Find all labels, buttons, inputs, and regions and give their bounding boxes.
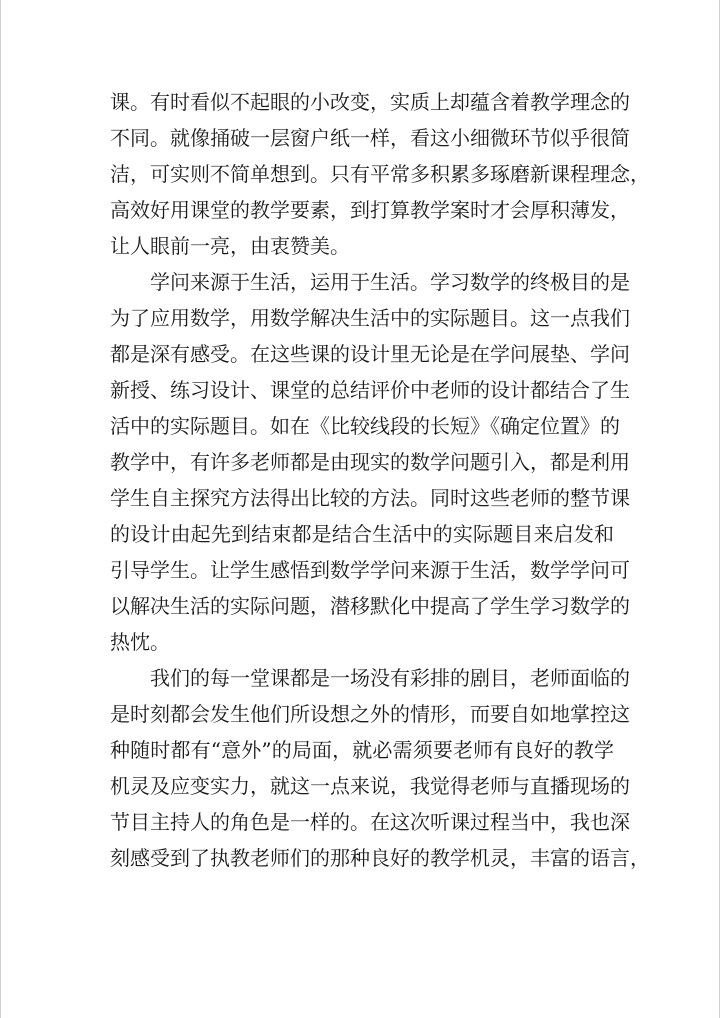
text-line: 洁，可实则不简单想到。只有平常多积累多琢磨新课程理念， [110, 162, 650, 186]
text-line: 机灵及应变实力，就这一点来说，我觉得老师与直播现场的 [110, 774, 630, 798]
text-line: 学问来源于生活，运用于生活。学习数学的终极目的是 [150, 270, 630, 294]
body-text [110, 84, 650, 876]
text-line: 节目主持人的角色是一样的。在这次听课过程当中，我也深 [110, 810, 630, 834]
text-line: 让人眼前一亮，由衷赞美。 [110, 234, 350, 258]
text-line: 活中的实际题目。如在《比较线段的长短》《确定位置》的 [110, 414, 620, 438]
paragraph-3 [110, 660, 650, 876]
text-line: 教学中，有许多老师都是由现实的数学问题引入，都是利用 [110, 450, 630, 474]
text-line: 种随时都有“意外”的局面，就必需须要老师有良好的教学 [110, 738, 614, 762]
text-line: 刻感受到了执教老师们的那种良好的教学机灵，丰富的语言， [110, 846, 650, 870]
text-line: 不同。就像捅破一层窗户纸一样，看这小细微环节似乎很简 [110, 126, 630, 150]
text-line: 的设计由起先到结束都是结合生活中的实际题目来启发和 [110, 522, 614, 546]
page-left-edge [0, 0, 1, 1018]
text-line: 引导学生。让学生感悟到数学学问来源于生活，数学学问可 [110, 558, 630, 582]
text-line: 为了应用数学，用数学解决生活中的实际题目。这一点我们 [110, 306, 630, 330]
text-line: 课。有时看似不起眼的小改变，实质上却蕴含着教学理念的 [110, 90, 630, 114]
text-line: 热忱。 [110, 630, 170, 654]
text-line: 学生自主探究方法得出比较的方法。同时这些老师的整节课 [110, 486, 630, 510]
text-line: 都是深有感受。在这些课的设计里无论是在学问展垫、学问 [110, 342, 630, 366]
text-line: 以解决生活的实际问题，潜移默化中提高了学生学习数学的 [110, 594, 630, 618]
text-line: 高效好用课堂的教学要素，到打算教学案时才会厚积薄发， [110, 198, 630, 222]
text-line: 是时刻都会发生他们所设想之外的情形，而要自如地掌控这 [110, 702, 630, 726]
paragraph-2 [110, 264, 630, 660]
text-line: 新授、练习设计、课堂的总结评价中老师的设计都结合了生 [110, 378, 630, 402]
paragraph-1 [110, 84, 650, 264]
text-line: 我们的每一堂课都是一场没有彩排的剧目，老师面临的 [150, 666, 630, 690]
